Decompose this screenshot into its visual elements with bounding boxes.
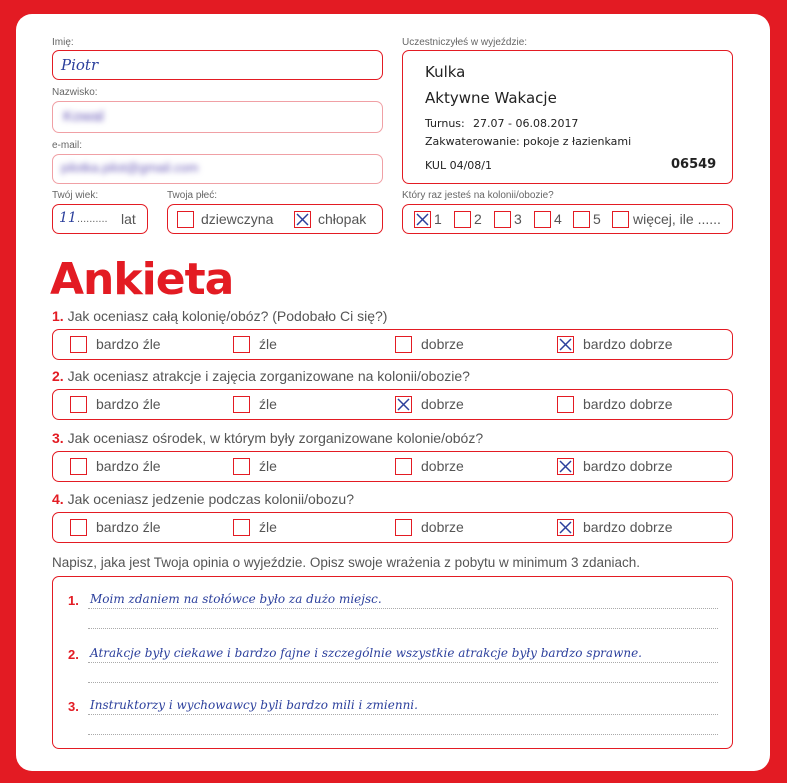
rating-checkbox[interactable] (557, 336, 574, 353)
opinion-text: Atrakcje były ciekawe i bardzo fajne i szczególnie wszystkie atrakcje były bardzo sprawne. (90, 646, 642, 660)
opinion-text: Instruktorzy i wychowawcy byli bardzo mili i zmienni. (90, 698, 418, 712)
writing-line (88, 662, 718, 663)
writing-line (88, 628, 718, 629)
rating-option-label: bardzo dobrze (583, 336, 673, 352)
rating-option-label: źle (259, 336, 277, 352)
camp-label: Uczestniczyłeś w wyjeździe: (402, 37, 528, 48)
times-option-2: 2 (474, 211, 482, 227)
surname-label: Nazwisko: (52, 87, 98, 98)
question-number: 1. (52, 308, 64, 324)
rating-checkbox[interactable] (395, 519, 412, 536)
age-dots: .......... (77, 213, 108, 225)
writing-line (88, 714, 718, 715)
check-mark-icon (396, 397, 411, 412)
rating-option-label: dobrze (421, 519, 464, 535)
age-field[interactable] (52, 204, 148, 234)
age-label: Twój wiek: (52, 190, 99, 201)
opinion-number: 2. (68, 647, 79, 662)
rating-checkbox[interactable] (395, 396, 412, 413)
camp-code: KUL 04/08/1 (425, 159, 492, 172)
times-option-4: 4 (554, 211, 562, 227)
camp-program: Aktywne Wakacje (425, 89, 557, 107)
question-3 (52, 430, 483, 446)
rating-checkbox[interactable] (233, 458, 250, 475)
question-4 (52, 491, 354, 507)
times-checkbox-5[interactable] (573, 211, 590, 228)
rating-option-label: dobrze (421, 336, 464, 352)
times-checkbox-1[interactable] (414, 211, 431, 228)
rating-checkbox[interactable] (70, 458, 87, 475)
name-label: Imię: (52, 37, 74, 48)
rating-checkbox[interactable] (70, 396, 87, 413)
accommodation-label: Zakwaterowanie: (425, 135, 520, 148)
gender-label: Twoja płeć: (167, 190, 218, 201)
rating-option-label: bardzo dobrze (583, 396, 673, 412)
age-unit: lat (121, 211, 136, 227)
rating-option-label: dobrze (421, 458, 464, 474)
rating-option-label: bardzo źle (96, 336, 161, 352)
rating-checkbox[interactable] (233, 396, 250, 413)
times-checkbox-3[interactable] (494, 211, 511, 228)
gender-option-dziewczyna: dziewczyna (201, 211, 274, 227)
name-value: Piotr (61, 56, 99, 74)
gender-option-chlopak: chłopak (318, 211, 367, 227)
check-mark-icon (415, 212, 430, 227)
email-value: pilotka.pilot@gmail.com (61, 160, 199, 175)
rating-checkbox[interactable] (233, 519, 250, 536)
question-number: 2. (52, 368, 64, 384)
email-field[interactable] (52, 154, 383, 184)
rating-option-label: dobrze (421, 396, 464, 412)
gender-checkbox-chlopak[interactable] (294, 211, 311, 228)
times-group (402, 204, 733, 234)
turn-label: Turnus: (425, 117, 465, 130)
camp-number: 06549 (671, 157, 717, 172)
rating-checkbox[interactable] (70, 336, 87, 353)
question-text: Jak oceniasz ośrodek, w którym były zorganizowane kolonie/obóz? (67, 430, 484, 446)
check-mark-icon (558, 520, 573, 535)
times-option-3: 3 (514, 211, 522, 227)
name-field[interactable] (52, 50, 383, 80)
gender-checkbox-dziewczyna[interactable] (177, 211, 194, 228)
rating-checkbox[interactable] (557, 458, 574, 475)
camp-info-box (402, 50, 733, 184)
rating-option-label: źle (259, 458, 277, 474)
rating-checkbox[interactable] (233, 336, 250, 353)
rating-checkbox[interactable] (557, 519, 574, 536)
question-text: Jak oceniasz całą kolonię/obóz? (Podobało Ci się?) (67, 308, 388, 324)
question-text: Jak oceniasz atrakcje i zajęcia zorganizowane na kolonii/obozie? (67, 368, 470, 384)
rating-checkbox[interactable] (70, 519, 87, 536)
check-mark-icon (558, 337, 573, 352)
rating-checkbox[interactable] (395, 458, 412, 475)
rating-option-label: bardzo dobrze (583, 519, 673, 535)
camp-name: Kulka (425, 63, 466, 81)
age-value: 11 (59, 210, 77, 226)
times-option-more: więcej, ile ...... (633, 211, 721, 227)
surname-value: Kowal (63, 108, 104, 125)
gender-group (167, 204, 383, 234)
rating-checkbox[interactable] (557, 396, 574, 413)
times-label: Który raz jesteś na kolonii/obozie? (402, 190, 554, 201)
opinion-prompt: Napisz, jaka jest Twoja opinia o wyjeździe. Opisz swoje wrażenia z pobytu w minimum 3 zdaniach. (52, 555, 641, 570)
rating-option-label: bardzo źle (96, 519, 161, 535)
question-1 (52, 308, 387, 324)
email-label: e-mail: (52, 140, 83, 151)
turn-value: 27.07 - 06.08.2017 (473, 117, 579, 130)
check-mark-icon (558, 459, 573, 474)
surname-field[interactable] (52, 101, 383, 133)
times-checkbox-2[interactable] (454, 211, 471, 228)
accommodation-value: pokoje z łazienkami (523, 135, 632, 148)
opinion-text: Moim zdaniem na stołówce było za dużo miejsc. (90, 592, 382, 606)
question-text: Jak oceniasz jedzenie podczas kolonii/obozu? (67, 491, 354, 507)
rating-option-label: źle (259, 519, 277, 535)
rating-option-label: źle (259, 396, 277, 412)
rating-option-label: bardzo dobrze (583, 458, 673, 474)
check-mark-icon (295, 212, 310, 227)
writing-line (88, 608, 718, 609)
rating-option-label: bardzo źle (96, 458, 161, 474)
rating-option-label: bardzo źle (96, 396, 161, 412)
rating-checkbox[interactable] (395, 336, 412, 353)
times-checkbox-4[interactable] (534, 211, 551, 228)
opinion-number: 1. (68, 593, 79, 608)
times-option-5: 5 (593, 211, 601, 227)
writing-line (88, 682, 718, 683)
times-checkbox-more[interactable] (612, 211, 629, 228)
opinion-number: 3. (68, 699, 79, 714)
writing-line (88, 734, 718, 735)
times-option-1: 1 (434, 211, 442, 227)
question-number: 4. (52, 491, 64, 507)
question-number: 3. (52, 430, 64, 446)
page-title: Ankieta (50, 254, 234, 305)
question-2 (52, 368, 470, 384)
